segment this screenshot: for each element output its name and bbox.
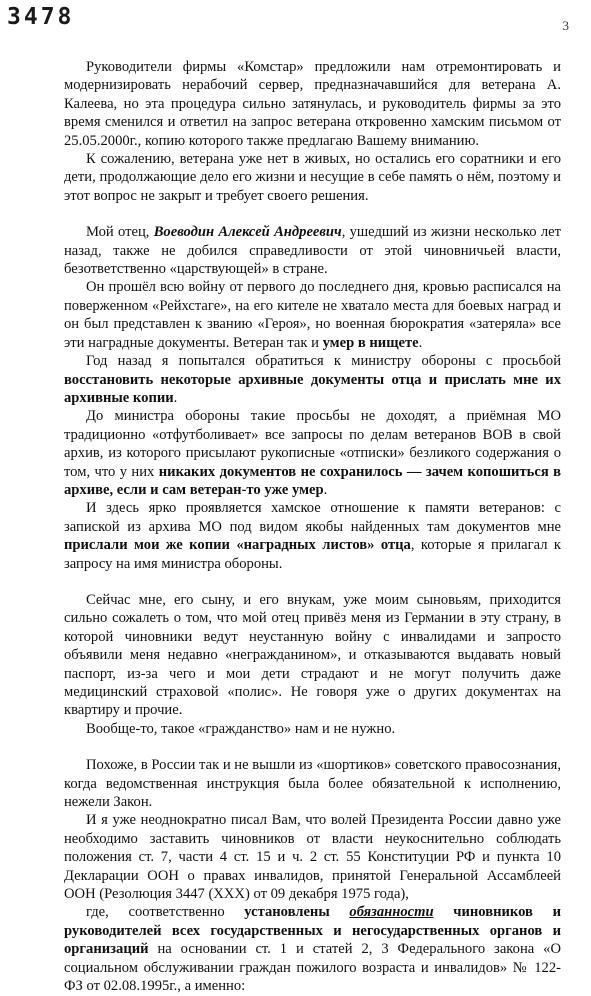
paragraph-award-copies: И здесь ярко проявляется хамское отношение к памяти ветеранов: с запиской из архива МО под видом якобы найденных там документов мне прислали мои же копии «наградных листов» отца, которые я прилагал к запросу на имя министра обороны.: [64, 500, 561, 572]
obligations-emphasis: обязанности: [349, 904, 434, 921]
paragraph-veteran-deceased: К сожалению, ветерана уже нет в живых, но остались его соратники и его дети, продолжающие дело его жизни и несущие в себе память о нём, поэтому и этот вопрос не закрыт и требует своего решения.: [64, 151, 561, 204]
paragraph-father: Мой отец, Воеводин Алексей Андреевич, ушедший из жизни несколько лет назад, также не добился справедливости от этой чиновничьей власти, безответственно «царствующей» в стране.: [64, 224, 561, 278]
paragraph-citizenship: Вообще-то, такое «гражданство» нам и не нужно.: [86, 720, 396, 737]
page-number: 3: [562, 18, 569, 33]
paragraph-legal-consciousness: Похоже, в России так и не вышли из «шортиков» советского правосознания, когда ведомственная инструкция была более обязательной к исполнению, нежели Закон.: [64, 757, 561, 811]
paragraph-war-service: Он прошёл всю войну от первого до последнего дня, кровью расписался на поверженном «Рейхстаге», на его кителе не хватало места для боевых наград и он был представлен к званию «Героя», но военная бюрократия «затеряла» все эти наградные документы. Ветеран так и умер в нищете.: [64, 279, 561, 351]
letter-body: [64, 58, 561, 996]
paragraph-minister-request: Год назад я попытался обратиться к министру обороны с просьбой восстановить некоторые архивные документы отца и прислать мне их архивные копии.: [64, 353, 561, 406]
paragraph-son-grandsons: Сейчас мне, его сыну, и его внукам, уже моим сыновьям, приходится сильно сожалеть о том, что мой отец привёз меня из Германии в эту страну, в которой чиновники ведут неустанную войну с инвалидами и запросто объявили меня недавно «негражданином», и отказываются выдавать новый паспорт, из-за чего и мои дети страдают и не могут получить даже медицинский страховой «полис». Не говоря уже о других документах на квартиру и прочие.: [64, 591, 561, 719]
father-name: Воеводин Алексей Андреевич: [153, 224, 342, 241]
paragraph-obligations: где, соответственно установлены обязанности чиновников и руководителей всех государственных и негосударственных органов и организаций на основании ст. 1 и статей 2, 3 Федерального закона «О социальном обслуживании граждан пожилого возраста и инвалидов» № 122-ФЗ от 02.08.1995г., а именно:: [64, 904, 561, 995]
document-stamp-number: 3478: [7, 4, 75, 30]
paragraph-archive-replies: До министра обороны такие просьбы не доходят, а приёмная МО традиционно «отфутболивает» все запросы по делам ветеранов ВОВ в свой архив, из которого присылают рукописные «отписки» безликого содержания о том, что у них никаких документов не сохранилось — зачем копошиться в архиве, если и сам ветеран-то уже умер.: [64, 408, 562, 498]
paragraph-constitution: И я уже неоднократно писал Вам, что волей Президента России давно уже необходимо заставить чиновников от власти неукоснительно соблюдать положения ст. 7, части 4 ст. 15 и ч. 2 ст. 55 Конституции РФ и пункта 10 Декларации ООН о правах инвалидов, принятой Генеральной Ассамблеей ООН (Резолюция 3447 (XXX) от 09 декабря 1975 года),: [64, 812, 561, 903]
paragraph-komstar: Руководители фирмы «Комстар» предложили нам отремонтировать и модернизировать нерабочий сервер, предназначавшийся для ветерана А. Калеева, но эта процедура сильно затянулась, и руководитель фирмы за это время сменился и ответил на запрос ветерана откровенно хамским письмом от 25.05.2000г., копию которого также предлагаю Вашему вниманию.: [64, 59, 561, 149]
